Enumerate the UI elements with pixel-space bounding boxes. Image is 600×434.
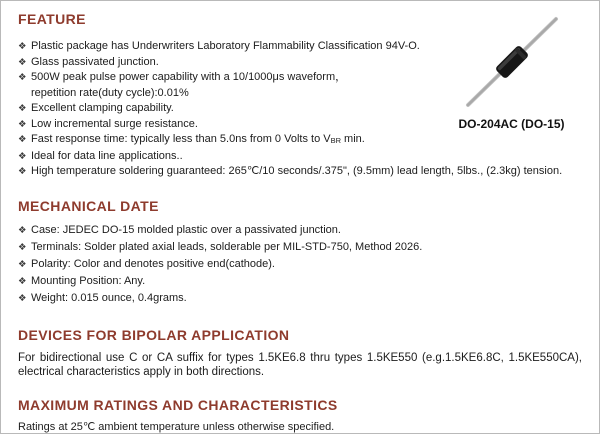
list-item-text: Case: JEDEC DO-15 molded plastic over a passivated junction. bbox=[31, 223, 341, 236]
list-item-text: Glass passivated junction. bbox=[31, 55, 159, 68]
list-item-text: 500W peak pulse power capability with a 10/1000μs waveform， bbox=[31, 71, 347, 83]
diamond-bullet-icon: ❖ bbox=[18, 72, 27, 83]
diamond-bullet-icon: ❖ bbox=[18, 166, 27, 177]
diamond-bullet-icon: ❖ bbox=[18, 241, 27, 253]
feature-title: FEATURE bbox=[18, 11, 86, 27]
vbr-subscript: BR bbox=[330, 136, 341, 145]
diamond-bullet-icon: ❖ bbox=[18, 292, 27, 304]
diamond-bullet-icon: ❖ bbox=[18, 103, 27, 114]
package-figure bbox=[444, 11, 579, 131]
list-item bbox=[18, 273, 582, 290]
list-item-text: High temperature soldering guaranteed: 265℃/10 seconds/.375", (9.5mm) lead length, 5lbs., (2.3kg) tension. bbox=[31, 165, 563, 177]
list-item-fast-response bbox=[18, 132, 582, 149]
diode-photo bbox=[452, 11, 572, 113]
list-item-text: Excellent clamping capability. bbox=[31, 102, 174, 114]
list-item-text: Low incremental surge resistance. bbox=[31, 117, 198, 130]
bipolar-title: DEVICES FOR BIPOLAR APPLICATION bbox=[18, 326, 290, 343]
diamond-bullet-icon: ❖ bbox=[18, 56, 27, 68]
max-ratings-title: MAXIMUM RATINGS AND CHARACTERISTICS bbox=[18, 396, 338, 413]
list-item-text: Polarity: Color and denotes positive end(cathode). bbox=[31, 257, 275, 270]
diamond-bullet-icon: ❖ bbox=[18, 118, 27, 130]
diamond-bullet-icon: ❖ bbox=[18, 275, 27, 287]
list-item bbox=[18, 222, 582, 239]
diamond-bullet-icon: ❖ bbox=[18, 134, 27, 145]
diamond-bullet-icon: ❖ bbox=[18, 41, 27, 52]
ratings-note: Ratings at 25℃ ambient temperature unless otherwise specified. bbox=[18, 420, 335, 433]
list-item-text: Plastic package has Underwriters Laboratory Flammability Classification 94V-O. bbox=[31, 40, 420, 52]
list-item-text: Fast response time: typically less than 5.0ns from 0 Volts to VBR min. bbox=[31, 133, 365, 145]
diamond-bullet-icon: ❖ bbox=[18, 224, 27, 236]
section-max-ratings bbox=[18, 397, 582, 434]
package-label: DO-204AC (DO-15) bbox=[458, 117, 565, 131]
list-item-text: repetition rate(duty cycle):0.01% bbox=[31, 86, 189, 99]
list-item-text: Terminals: Solder plated axial leads, solderable per MIL-STD-750, Method 2026. bbox=[31, 240, 423, 253]
list-item-text: Weight: 0.015 ounce, 0.4grams. bbox=[31, 291, 187, 304]
bipolar-paragraph: For bidirectional use C or CA suffix for types 1.5KE6.8 thru types 1.5KE550 (e.g.1.5KE6.8C, 1.5KE550CA), electrical characteristics apply in both directions. bbox=[18, 351, 582, 378]
list-item bbox=[18, 239, 582, 256]
section-mechanical bbox=[18, 198, 582, 307]
section-bipolar bbox=[18, 327, 582, 379]
diamond-bullet-icon: ❖ bbox=[18, 150, 27, 162]
list-item bbox=[18, 149, 582, 165]
mechanical-list bbox=[18, 222, 582, 307]
list-item bbox=[18, 290, 582, 307]
list-item bbox=[18, 256, 582, 273]
list-item bbox=[18, 164, 582, 180]
list-item-text: Ideal for data line applications.. bbox=[31, 149, 183, 162]
diamond-bullet-icon: ❖ bbox=[18, 258, 27, 270]
list-item-text: Mounting Position: Any. bbox=[31, 274, 146, 287]
mechanical-title: MECHANICAL DATE bbox=[18, 197, 159, 214]
